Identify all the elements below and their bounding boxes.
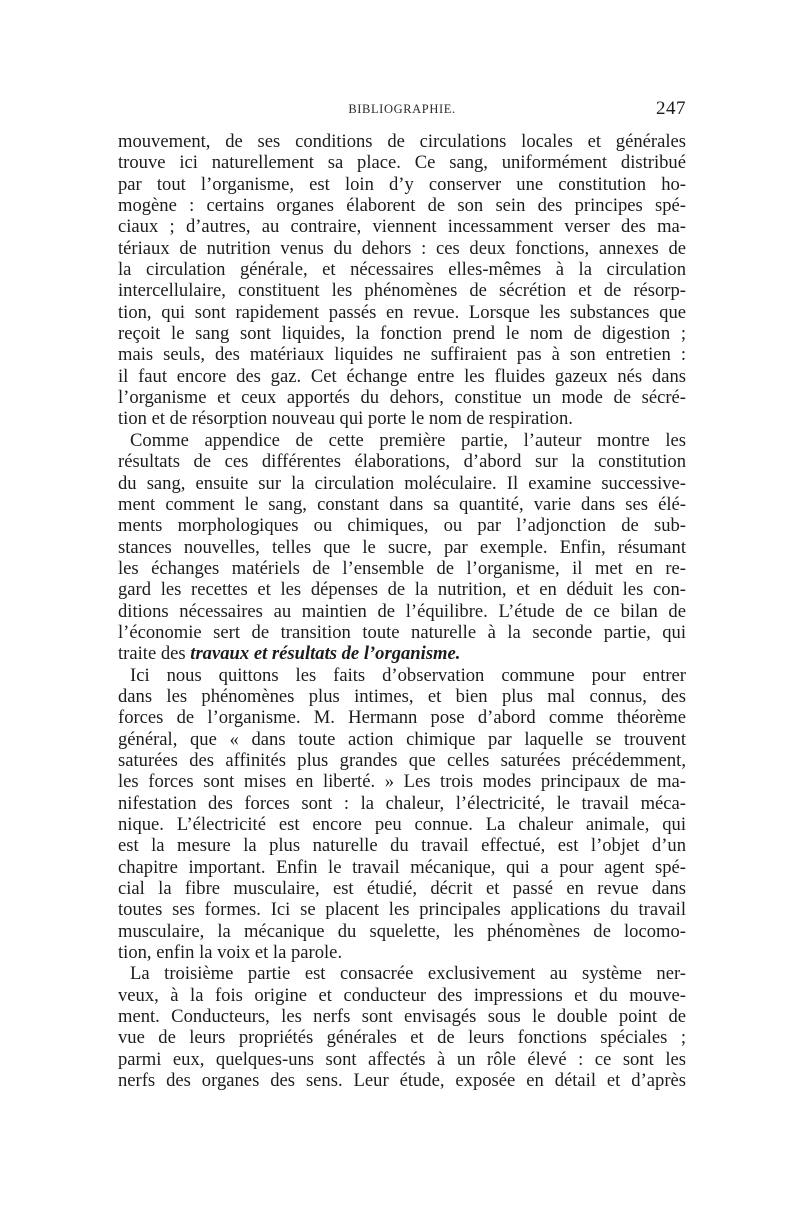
text-line: l’organisme et ceux apportés du dehors, constitue un mode de sécré- [118,387,686,409]
text-line: trouve ici naturellement sa place. Ce sang, uniformément distribué [118,152,686,174]
text-line: la circulation générale, et nécessaires elles-mêmes à la circulation [118,259,686,281]
text-line: mogène : certains organes élaborent de son sein des principes spé- [118,195,686,217]
text-line: est la mesure la plus naturelle du travail effectué, est l’objet d’un [118,835,686,857]
text-line: ditions nécessaires au maintien de l’équilibre. L’étude de ce bilan de [118,600,686,622]
text-line: il faut encore des gaz. Cet échange entre les fluides gazeux nés dans [118,365,686,387]
text-line: vue de leurs propriétés générales et de leurs fonctions spéciales ; [118,1027,686,1049]
text-line: reçoit le sang sont liquides, la fonction prend le nom de digestion ; [118,323,686,345]
text-line: dans les phénomènes plus intimes, et bien plus mal connus, des [118,685,686,707]
book-page [118,98,686,1178]
text-line: toutes ses formes. Ici se placent les principales applications du travail [118,899,686,921]
page-number: 247 [656,98,686,119]
text-line: ment comment le sang, constant dans sa quantité, varie dans ses élé- [118,493,686,515]
text-line: les échanges matériels de l’ensemble de l’organisme, il met en re- [118,557,686,579]
text-line: cial la fibre musculaire, est étudié, décrit et passé en revue dans [118,878,686,900]
text-line: tion, enfin la voix et la parole. [118,942,343,964]
text-line: nique. L’électricité est encore peu connue. La chaleur animale, qui [118,814,686,835]
text-line: forces de l’organisme. M. Hermann pose d’abord comme théorème [118,707,686,729]
text-line: ments morphologiques ou chimiques, ou par l’adjonction de sub- [118,515,686,537]
italic-phrase: travaux et résultats de l’organisme. [190,643,461,665]
text-line: tion, qui sont rapidement passés en revue. Lorsque les substances que [118,301,686,323]
text-line: tériaux de nutrition venus du dehors : ces deux fonctions, annexes de [118,237,686,259]
text-line: intercellulaire, constituent les phénomènes de sécrétion et de résorp- [118,280,686,302]
text-line: nerfs des organes des sens. Leur étude, exposée en détail et d’après [118,1070,686,1092]
text-line: parmi eux, quelques-uns sont affectés à un rôle élevé : ce sont les [118,1048,686,1070]
running-head [118,98,686,128]
text-line: Comme appendice de cette première partie, l’auteur montre les [130,429,686,451]
text-line: chapitre important. Enfin le travail mécanique, qui a pour agent spé- [118,856,686,878]
text-line: musculaire, la mécanique du squelette, les phénomènes de locomo- [118,920,686,942]
running-title: BIBLIOGRAPHIE. [348,102,456,116]
text-line: mouvement, de ses conditions de circulations locales et générales [118,131,686,152]
text-line: ment. Conducteurs, les nerfs sont envisagés sous le double point de [118,1006,686,1028]
text-line: général, que « dans toute action chimique par laquelle se trouvent [118,728,686,750]
text-line: l’économie sert de transition toute naturelle à la seconde partie, qui [118,621,686,643]
text-line: par tout l’organisme, est loin d’y conserver une constitution ho- [118,173,686,195]
text-line: tion et de résorption nouveau qui porte le nom de respiration. [118,408,573,430]
text-line: nifestation des forces sont : la chaleur, l’électricité, le travail méca- [118,792,686,814]
body-text [118,131,686,1091]
text-line: résultats de ces différentes élaborations, d’abord sur la constitution [118,451,686,473]
text-line: ciaux ; d’autres, au contraire, viennent incessamment verser des ma- [118,216,686,238]
text-line-with-italic [118,643,686,664]
text-line: La troisième partie est consacrée exclusivement au système ner- [130,963,686,985]
text-line: Ici nous quittons les faits d’observation commune pour entrer [130,664,686,686]
text-fragment: traite des [118,643,191,665]
text-line: veux, à la fois origine et conducteur des impressions et du mouve- [118,984,686,1006]
text-line: gard les recettes et les dépenses de la nutrition, et en déduit les con- [118,579,686,601]
text-line: mais seuls, des matériaux liquides ne suffiraient pas à son entretien : [118,344,686,366]
text-line: saturées des affinités plus grandes que celles saturées précédemment, [118,749,686,771]
text-line: les forces sont mises en liberté. » Les trois modes principaux de ma- [118,771,686,793]
text-line: du sang, ensuite sur la circulation moléculaire. Il examine successive- [118,472,686,494]
text-line: stances nouvelles, telles que le sucre, par exemple. Enfin, résumant [118,536,686,558]
